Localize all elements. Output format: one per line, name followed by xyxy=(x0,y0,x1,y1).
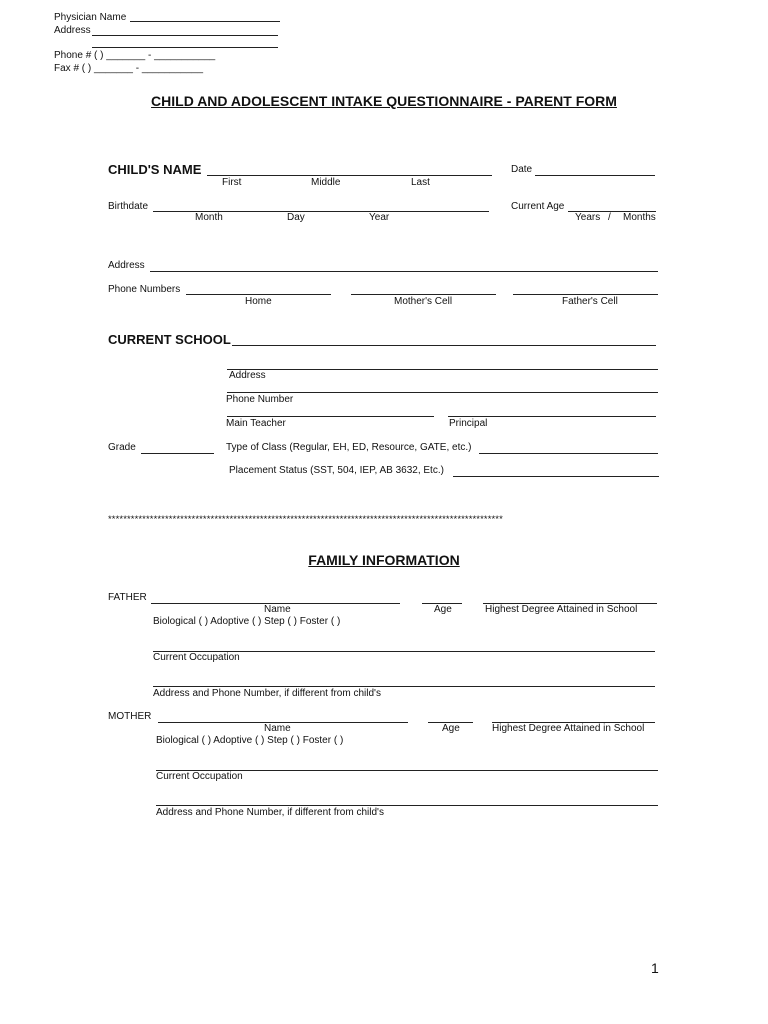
main-teacher-line[interactable] xyxy=(227,416,434,417)
father-address-phone-caption: Address and Phone Number, if different from child's xyxy=(153,688,381,699)
form-title: CHILD AND ADOLESCENT INTAKE QUESTIONNAIRE - PARENT FORM xyxy=(151,93,617,109)
current-age-label: Current Age xyxy=(511,201,565,212)
mother-name-caption: Name xyxy=(264,723,291,734)
mother-address-phone-caption: Address and Phone Number, if different from child's xyxy=(156,807,384,818)
mother-age-caption: Age xyxy=(442,723,460,734)
mother-degree-caption: Highest Degree Attained in School xyxy=(492,723,645,734)
father-address-phone-line[interactable] xyxy=(153,686,655,687)
placement-status-line[interactable] xyxy=(453,476,659,477)
childs-name-label: CHILD'S NAME xyxy=(108,162,202,177)
date-label: Date xyxy=(511,164,533,175)
mother-relation-options[interactable]: Biological ( ) Adoptive ( ) Step ( ) Foster ( ) xyxy=(156,735,344,746)
child-address-line[interactable] xyxy=(150,271,658,272)
grade-line[interactable] xyxy=(141,453,214,454)
physician-name-line[interactable] xyxy=(130,21,280,22)
mother-occupation-caption: Current Occupation xyxy=(156,771,243,782)
principal-caption: Principal xyxy=(449,418,488,429)
fathers-cell-line[interactable] xyxy=(513,294,658,295)
principal-line[interactable] xyxy=(448,416,656,417)
age-slash: / xyxy=(608,212,611,223)
first-name-caption: First xyxy=(222,177,242,188)
father-occupation-caption: Current Occupation xyxy=(153,652,240,663)
home-phone-line[interactable] xyxy=(186,294,331,295)
school-address-line[interactable] xyxy=(227,369,658,370)
placement-status-label: Placement Status (SST, 504, IEP, AB 3632, Etc.) xyxy=(229,465,444,476)
mothers-cell-caption: Mother's Cell xyxy=(394,296,453,307)
father-age-caption: Age xyxy=(434,604,452,615)
child-address-label: Address xyxy=(108,260,145,271)
last-name-caption: Last xyxy=(411,177,430,188)
age-months-caption: Months xyxy=(623,212,656,223)
childs-name-line[interactable] xyxy=(207,175,492,176)
home-phone-caption: Home xyxy=(245,296,272,307)
grade-label: Grade xyxy=(108,442,136,453)
school-phone-line[interactable] xyxy=(227,392,658,393)
middle-name-caption: Middle xyxy=(311,177,341,188)
birth-day-caption: Day xyxy=(287,212,305,223)
physician-phone-label: Phone # ( ) _______ - ___________ xyxy=(54,50,216,61)
mother-address-phone-line[interactable] xyxy=(156,805,658,806)
birth-year-caption: Year xyxy=(369,212,390,223)
date-line[interactable] xyxy=(535,175,655,176)
father-name-caption: Name xyxy=(264,604,291,615)
father-label: FATHER xyxy=(108,592,147,603)
father-degree-caption: Highest Degree Attained in School xyxy=(485,604,638,615)
school-address-caption: Address xyxy=(229,370,266,381)
mother-label: MOTHER xyxy=(108,711,152,722)
physician-address-line-2[interactable] xyxy=(92,47,278,48)
school-phone-caption: Phone Number xyxy=(226,394,294,405)
fathers-cell-caption: Father's Cell xyxy=(562,296,618,307)
section-separator: ******************************************************************************************************** xyxy=(108,515,503,525)
physician-name-label: Physician Name xyxy=(54,12,127,23)
type-of-class-line[interactable] xyxy=(479,453,658,454)
current-school-label: CURRENT SCHOOL xyxy=(108,332,231,347)
birth-month-caption: Month xyxy=(195,212,223,223)
family-information-heading: FAMILY INFORMATION xyxy=(308,552,460,568)
birthdate-label: Birthdate xyxy=(108,201,149,212)
physician-fax-label: Fax # ( ) _______ - ___________ xyxy=(54,63,203,74)
phone-numbers-label: Phone Numbers xyxy=(108,284,181,295)
physician-address-label: Address xyxy=(54,25,91,36)
main-teacher-caption: Main Teacher xyxy=(226,418,286,429)
current-school-line[interactable] xyxy=(232,345,656,346)
type-of-class-label: Type of Class (Regular, EH, ED, Resource, GATE, etc.) xyxy=(226,442,472,453)
age-years-caption: Years xyxy=(575,212,601,223)
page-number: 1 xyxy=(651,960,659,976)
physician-address-line-1[interactable] xyxy=(92,35,278,36)
father-relation-options[interactable]: Biological ( ) Adoptive ( ) Step ( ) Foster ( ) xyxy=(153,616,341,627)
mothers-cell-line[interactable] xyxy=(351,294,496,295)
